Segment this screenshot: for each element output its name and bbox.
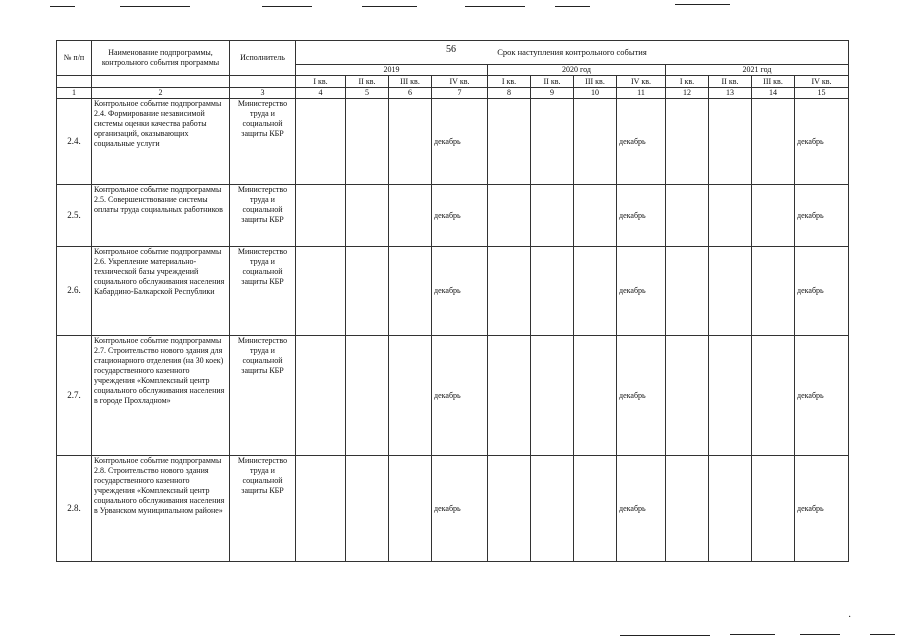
row-quarter-cell <box>531 247 574 336</box>
quarter-cell: IV кв. <box>432 76 488 88</box>
scan-artifact <box>675 4 730 5</box>
scan-artifact <box>362 6 417 7</box>
table-row <box>57 247 849 336</box>
quarter-cell: IV кв. <box>617 76 666 88</box>
scan-artifact <box>262 6 312 7</box>
column-number: 8 <box>488 88 531 99</box>
scan-artifact <box>555 6 590 7</box>
row-number: 2.6. <box>57 247 92 336</box>
row-quarter-cell: декабрь <box>432 99 488 185</box>
row-quarter-cell <box>488 336 531 456</box>
row-quarter-cell <box>752 336 795 456</box>
row-quarter-cell <box>488 99 531 185</box>
column-number: 2 <box>92 88 230 99</box>
row-quarter-cell <box>296 336 346 456</box>
row-quarter-cell: декабрь <box>795 456 849 562</box>
page-number: 56 <box>446 44 456 55</box>
column-number: 1 <box>57 88 92 99</box>
row-quarter-cell <box>666 99 709 185</box>
row-quarter-cell <box>389 185 432 247</box>
row-quarter-cell: декабрь <box>617 185 666 247</box>
row-quarter-cell <box>296 99 346 185</box>
column-number: 15 <box>795 88 849 99</box>
column-number: 9 <box>531 88 574 99</box>
row-event-name: Контрольное событие подпрограммы 2.4. Формирование независимой системы оценки качества работы организаций, оказывающих социальные услуги <box>92 99 230 185</box>
row-event-name: Контрольное событие подпрограммы 2.6. Укрепление материально-технической базы учреждений социального обслуживания населения Кабардино-Балкарской Республики <box>92 247 230 336</box>
row-quarter-cell: декабрь <box>617 456 666 562</box>
column-number-row <box>57 88 849 99</box>
column-number: 4 <box>296 88 346 99</box>
row-quarter-cell: декабрь <box>795 185 849 247</box>
row-quarter-cell <box>709 336 752 456</box>
header-year-2021: 2021 год <box>666 65 849 76</box>
row-number: 2.4. <box>57 99 92 185</box>
scan-artifact <box>730 634 775 635</box>
row-executor: Министерство труда и социальной защиты КБР <box>230 247 296 336</box>
row-event-name: Контрольное событие подпрограммы 2.5. Совершенствование системы оплаты труда социальных работников <box>92 185 230 247</box>
table-row <box>57 456 849 562</box>
row-quarter-cell <box>574 247 617 336</box>
table-row <box>57 185 849 247</box>
scan-artifact <box>50 6 75 7</box>
quarter-row <box>57 76 849 88</box>
row-executor: Министерство труда и социальной защиты КБР <box>230 336 296 456</box>
quarter-cell: III кв. <box>574 76 617 88</box>
column-number: 7 <box>432 88 488 99</box>
row-event-name: Контрольное событие подпрограммы 2.7. Строительство нового здания для стационарного отделения (на 30 коек) государственного казенного учреждения «Комплексный центр социального обслуживания населения в городе Прохладном» <box>92 336 230 456</box>
row-quarter-cell <box>666 247 709 336</box>
quarter-cell: II кв. <box>531 76 574 88</box>
scan-mark: · <box>848 612 852 623</box>
column-number: 3 <box>230 88 296 99</box>
quarter-cell: I кв. <box>666 76 709 88</box>
row-quarter-cell <box>346 99 389 185</box>
row-quarter-cell <box>752 185 795 247</box>
row-quarter-cell: декабрь <box>432 185 488 247</box>
quarter-cell: III кв. <box>752 76 795 88</box>
header-num: № п/п <box>57 41 92 76</box>
quarter-cell: I кв. <box>488 76 531 88</box>
quarter-cell: II кв. <box>709 76 752 88</box>
table-row <box>57 99 849 185</box>
row-quarter-cell <box>296 185 346 247</box>
column-number: 5 <box>346 88 389 99</box>
row-quarter-cell <box>709 99 752 185</box>
row-executor: Министерство труда и социальной защиты КБР <box>230 456 296 562</box>
scan-artifact <box>800 634 840 635</box>
row-quarter-cell: декабрь <box>432 456 488 562</box>
column-number: 6 <box>389 88 432 99</box>
row-quarter-cell: декабрь <box>795 99 849 185</box>
row-quarter-cell <box>488 456 531 562</box>
row-quarter-cell <box>389 336 432 456</box>
row-quarter-cell <box>752 456 795 562</box>
row-quarter-cell <box>752 247 795 336</box>
scan-artifact <box>620 635 710 636</box>
column-number: 10 <box>574 88 617 99</box>
row-quarter-cell <box>488 185 531 247</box>
row-quarter-cell <box>574 99 617 185</box>
row-number: 2.8. <box>57 456 92 562</box>
header-name: Наименование подпрограммы, контрольного события программы <box>92 41 230 76</box>
row-quarter-cell <box>488 247 531 336</box>
row-executor: Министерство труда и социальной защиты КБР <box>230 185 296 247</box>
row-quarter-cell <box>574 336 617 456</box>
row-number: 2.7. <box>57 336 92 456</box>
row-quarter-cell <box>574 456 617 562</box>
row-quarter-cell <box>709 456 752 562</box>
column-number: 12 <box>666 88 709 99</box>
quarter-cell: IV кв. <box>795 76 849 88</box>
row-number: 2.5. <box>57 185 92 247</box>
quarter-cell: I кв. <box>296 76 346 88</box>
row-quarter-cell: декабрь <box>795 247 849 336</box>
row-quarter-cell <box>709 185 752 247</box>
header-executor: Исполнитель <box>230 41 296 76</box>
quarter-cell: III кв. <box>389 76 432 88</box>
row-quarter-cell <box>531 185 574 247</box>
control-events-table <box>56 40 849 562</box>
scan-artifact <box>870 634 895 635</box>
row-quarter-cell <box>346 456 389 562</box>
table-row <box>57 336 849 456</box>
row-quarter-cell: декабрь <box>617 336 666 456</box>
row-event-name: Контрольное событие подпрограммы 2.8. Строительство нового здания государственного казенного учреждения «Комплексный центр социального обслуживания населения в Урванском муниципальном районе» <box>92 456 230 562</box>
row-quarter-cell: декабрь <box>432 247 488 336</box>
row-quarter-cell <box>666 185 709 247</box>
quarter-cell: II кв. <box>346 76 389 88</box>
row-quarter-cell <box>346 185 389 247</box>
row-quarter-cell <box>574 185 617 247</box>
row-quarter-cell <box>296 456 346 562</box>
row-quarter-cell: декабрь <box>617 247 666 336</box>
header-deadline: Срок наступления контрольного события <box>296 41 849 65</box>
row-quarter-cell <box>709 247 752 336</box>
row-quarter-cell <box>531 456 574 562</box>
row-quarter-cell <box>752 99 795 185</box>
column-number: 14 <box>752 88 795 99</box>
row-quarter-cell <box>389 99 432 185</box>
row-quarter-cell <box>531 99 574 185</box>
row-quarter-cell <box>296 247 346 336</box>
row-quarter-cell <box>389 456 432 562</box>
row-quarter-cell <box>666 456 709 562</box>
row-quarter-cell: декабрь <box>795 336 849 456</box>
scan-artifact <box>120 6 190 7</box>
header-year-2019: 2019 <box>296 65 488 76</box>
row-quarter-cell: декабрь <box>432 336 488 456</box>
column-number: 13 <box>709 88 752 99</box>
scan-artifact <box>465 6 525 7</box>
row-quarter-cell: декабрь <box>617 99 666 185</box>
row-quarter-cell <box>666 336 709 456</box>
header-year-2020: 2020 год <box>488 65 666 76</box>
row-quarter-cell <box>346 247 389 336</box>
row-quarter-cell <box>389 247 432 336</box>
row-quarter-cell <box>346 336 389 456</box>
row-executor: Министерство труда и социальной защиты КБР <box>230 99 296 185</box>
row-quarter-cell <box>531 336 574 456</box>
column-number: 11 <box>617 88 666 99</box>
